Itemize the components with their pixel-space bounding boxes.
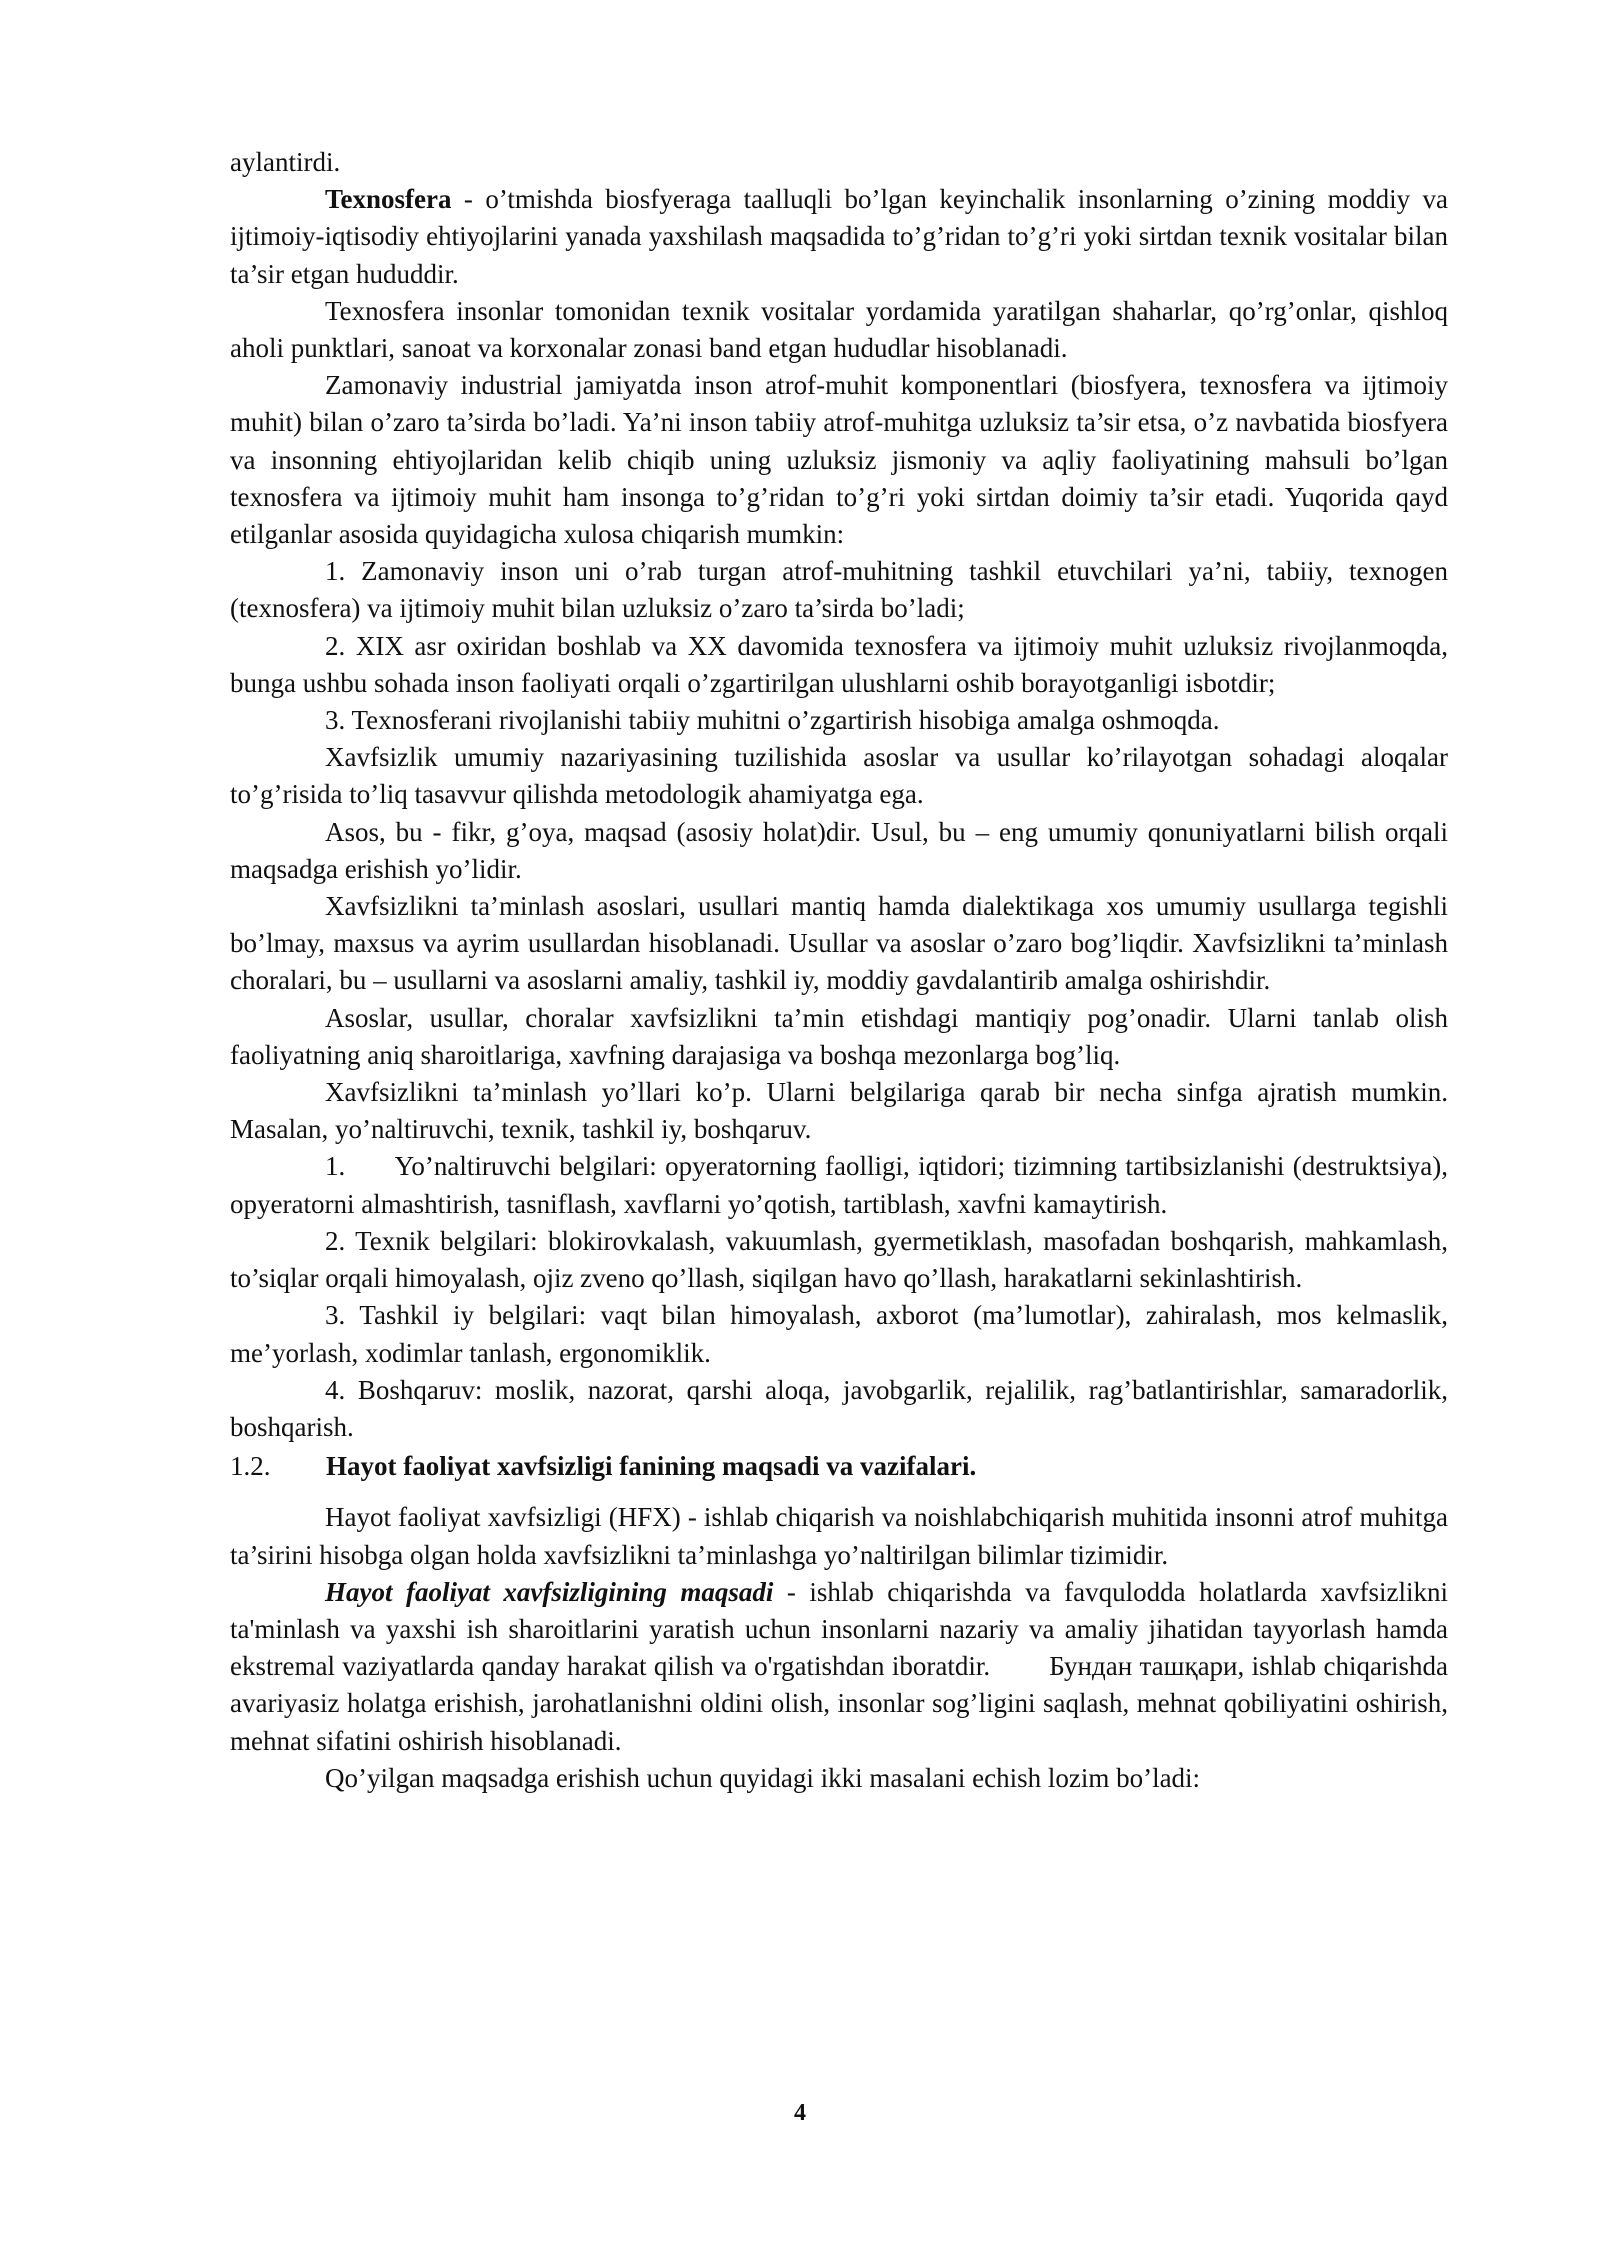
paragraph-texnosfera-definition [230, 181, 1448, 293]
section-heading [230, 1446, 1448, 1499]
list-item: 2. Texnik belgilari: blokirovkalash, vakuumlash, gyermetiklash, masofadan boshqarish, mahkamlash, to’siqlar orqali himoyalash, ojiz zveno qo’llash, siqilgan havo qo’llash, harakatlarni sekinlashtirish. [230, 1225, 1448, 1294]
paragraph: Xavfsizlik umumiy nazariyasining tuzilishida asoslar va usullar ko’rilayotgan sohadagi aloqalar to’g’risida to’liq tasavvur qilishda metodologik ahamiyatga ega. [230, 742, 1448, 810]
section-number: 1.2. [230, 1451, 271, 1482]
paragraph: Asos, bu - fikr, g’oya, maqsad (asosiy holat)dir. Usul, bu – eng umumiy qonuniyatlarni bilish orqali maqsadga erishish yo’lidir. [230, 816, 1448, 884]
list-item: 3. Tashkil iy belgilari: vaqt bilan himoyalash, axborot (ma’lumotlar), zahiralash, mos kelmaslik, me’yorlash, xodimlar tanlash, ergonomiklik. [230, 1300, 1448, 1368]
paragraph-text: - ishlab chiqarishda va favqulodda holatlarda xavfsizlikni ta'minlash va yaxshi ish sharoitlarini yaratish uchun insonlarni nazariy va amaliy jihatidan tayyorlash hamda ekstremal vaziyatlarda qanday harakat qilish va o'rgatishdan iboratdir. Бундан ташқари, ishlab chiqarishda avariyasiz holatga erishish, jarohatlanishni oldini olish, insonlar sog’ligini saqlash, mehnat qobiliyatini oshirish, mehnat sifatini oshirish hisoblanadi. [230, 1576, 1455, 1756]
term-goal: Hayot faoliyat xavfsizligining maqsadi [325, 1576, 774, 1607]
paragraph: Asoslar, usullar, choralar xavfsizlikni ta’min etishdagi mantiqiy pog’onadir. Ularni tanlab olish faoliyatning aniq sharoitlariga, xavfning darajasiga va boshqa mezonlarga bog’liq. [230, 1002, 1448, 1070]
list-item: 2. XIX asr oxiridan boshlab va XX davomida texnosfera va ijtimoiy muhit uzluksiz rivojlanmoqda, bunga ushbu sohada inson faoliyati orqali o’zgartirilgan ulushlarni oshib borayotganligi isbotdir; [230, 630, 1448, 698]
page-number: 4 [794, 2100, 806, 2126]
paragraph-continuation: aylantirdi. [230, 147, 341, 177]
paragraph-text: - o’tmishda biosfyeraga taalluqli bo’lgan keyinchalik insonlarning o’zining moddiy va ijtimoiy-iqtisodiy ehtiyojlarini yanada yaxshilash maqsadida to’g’ridan to’g’ri yoki sirtdan texnik vositalar bilan ta’sir etgan hududdir. [230, 184, 1448, 289]
section-title: Hayot faoliyat xavfsizligi fanining maqsadi va vazifalari. [326, 1451, 977, 1482]
list-item: 4. Boshqaruv: moslik, nazorat, qarshi aloqa, javobgarlik, rejalilik, rag’batlantirishlar, samaradorlik, boshqarish. [230, 1374, 1448, 1442]
paragraph: Xavfsizlikni ta’minlash asoslari, usullari mantiq hamda dialektikaga xos umumiy usullarga tegishli bo’lmay, maxsus va ayrim usullardan hisoblanadi. Usullar va asoslar o’zaro bog’liqdir. Xavfsizlikni ta’minlash choralari, bu – usullarni va asoslarni amaliy, tashkil iy, moddiy gavdalantirib amalga oshirishdir. [230, 891, 1448, 996]
paragraph: Zamonaviy industrial jamiyatda inson atrof-muhit komponentlari (biosfyera, texnosfera va ijtimoiy muhit) bilan o’zaro ta’sirda bo’ladi. Ya’ni inson tabiiy atrof-muhitga uzluksiz ta’sir etsa, o’z navbatida biosfyera va insonning ehtiyojlaridan kelib chiqib uning uzluksiz jismoniy va aqliy faoliyatining mahsuli bo’lgan texnosfera va ijtimoiy muhit ham insonga to’g’ridan to’g’ri yoki sirtdan doimiy ta’sir etadi. Yuqorida qayd etilganlar asosida quyidagicha xulosa chiqarish mumkin: [230, 370, 1448, 550]
list-item: 1. Zamonaviy inson uni o’rab turgan atrof-muhitning tashkil etuvchilari ya’ni, tabiiy, texnogen (texnosfera) va ijtimoiy muhit bilan uzluksiz o’zaro ta’sirda bo’ladi; [230, 556, 1448, 624]
list-item: 3. Texnosferani rivojlanishi tabiiy muhitni o’zgartirish hisobiga amalga oshmoqda. [325, 705, 1220, 736]
paragraph: Qo’yilgan maqsadga erishish uchun quyidagi ikki masalani echish lozim bo’ladi: [325, 1762, 1201, 1793]
list-item: 1. Yo’naltiruvchi belgilari: opyeratorning faolligi, iqtidori; tizimning tartibsizlanishi (destruktsiya), opyeratorni almashtirish, tasniflash, xavflarni yo’qotish, tartiblash, xavfni kamaytirish. [230, 1151, 1455, 1219]
term-texnosfera: Texnosfera [325, 184, 452, 215]
paragraph-goal [230, 1574, 1455, 1760]
paragraph: Xavfsizlikni ta’minlash yo’llari ko’p. Ularni belgilariga qarab bir necha sinfga ajratish mumkin. Masalan, yo’naltiruvchi, texnik, tashkil iy, boshqaruv. [230, 1077, 1448, 1145]
paragraph: Hayot faoliyat xavfsizligi (HFX) - ishlab chiqarish va noishlabchiqarish muhitida insonni atrof muhitga ta’sirini hisobga olgan holda xavfsizlikni ta’minlashga yo’naltirilgan bilimlar tizimidir. [230, 1502, 1448, 1570]
body-text [230, 144, 1455, 1797]
paragraph: Texnosfera insonlar tomonidan texnik vositalar yordamida yaratilgan shaharlar, qo’rg’onlar, qishloq aholi punktlari, sanoat va korxonalar zonasi band etgan hududlar hisoblanadi. [230, 295, 1448, 364]
